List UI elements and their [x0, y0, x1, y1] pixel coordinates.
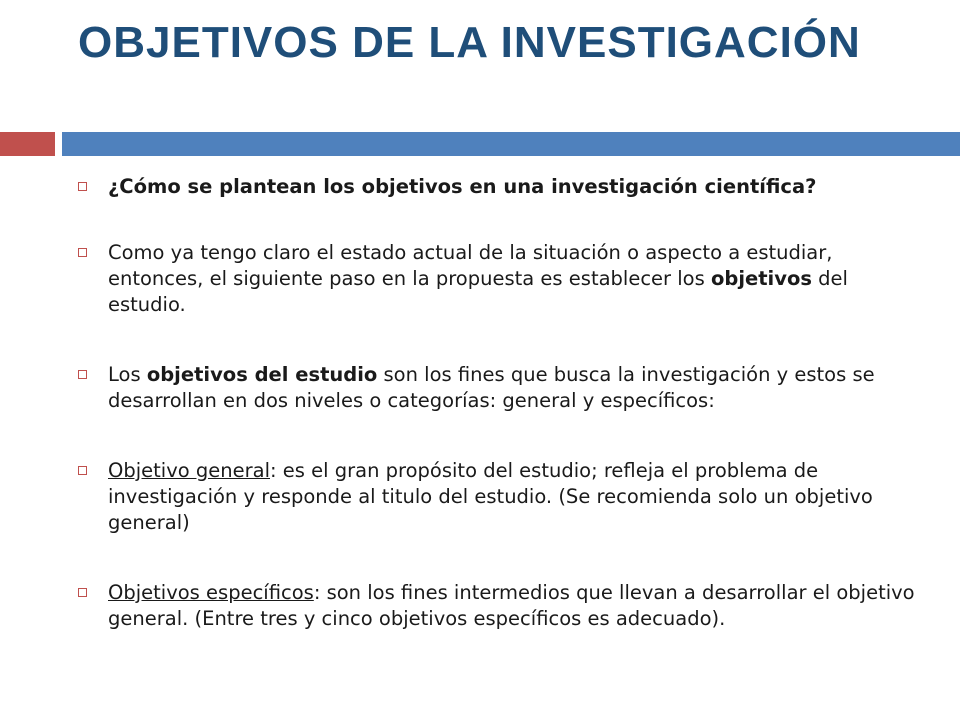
context-text-start: Como ya tengo claro el estado actual de la situación o aspecto a estudiar, entonces, el siguiente paso en la propuesta es establecer los	[108, 241, 833, 290]
bullet-item-specific-objectives	[78, 580, 918, 632]
square-bullet-icon	[78, 370, 87, 379]
accent-bar-red	[0, 132, 55, 156]
bullet-item-general-objective	[78, 458, 918, 536]
accent-bar-blue	[62, 132, 960, 156]
specific-objectives-text: : son los fines intermedios que llevan a desarrollar el objetivo general. (Entre tres y cinco objetivos específicos es adecuado).	[108, 581, 915, 630]
square-bullet-icon	[78, 182, 87, 191]
context-bold-term: objetivos	[710, 267, 812, 290]
bullet-item-definition	[78, 362, 918, 414]
general-objective-text: : es el gran propósito del estudio; refleja el problema de investigación y responde al titulo del estudio. (Se recomienda solo un objetivo general)	[108, 459, 873, 534]
definition-bold-term: objetivos del estudio	[146, 363, 378, 386]
definition-text-end: son los fines que busca la investigación y estos se desarrollan en dos niveles o categorías: general y específicos:	[108, 363, 875, 412]
specific-objectives-label: Objetivos específicos	[108, 581, 314, 604]
definition-text-start: Los	[108, 363, 147, 386]
slide-title: OBJETIVOS DE LA INVESTIGACIÓN	[78, 18, 861, 67]
square-bullet-icon	[78, 588, 87, 597]
square-bullet-icon	[78, 248, 87, 257]
bullet-item-context	[78, 240, 918, 318]
question-text: ¿Cómo se plantean los objetivos en una investigación científica?	[108, 175, 817, 198]
bullet-item-question	[78, 174, 918, 200]
general-objective-label: Objetivo general	[108, 459, 270, 482]
context-text-end: del estudio.	[108, 267, 848, 316]
square-bullet-icon	[78, 466, 87, 475]
slide-body	[78, 174, 918, 632]
